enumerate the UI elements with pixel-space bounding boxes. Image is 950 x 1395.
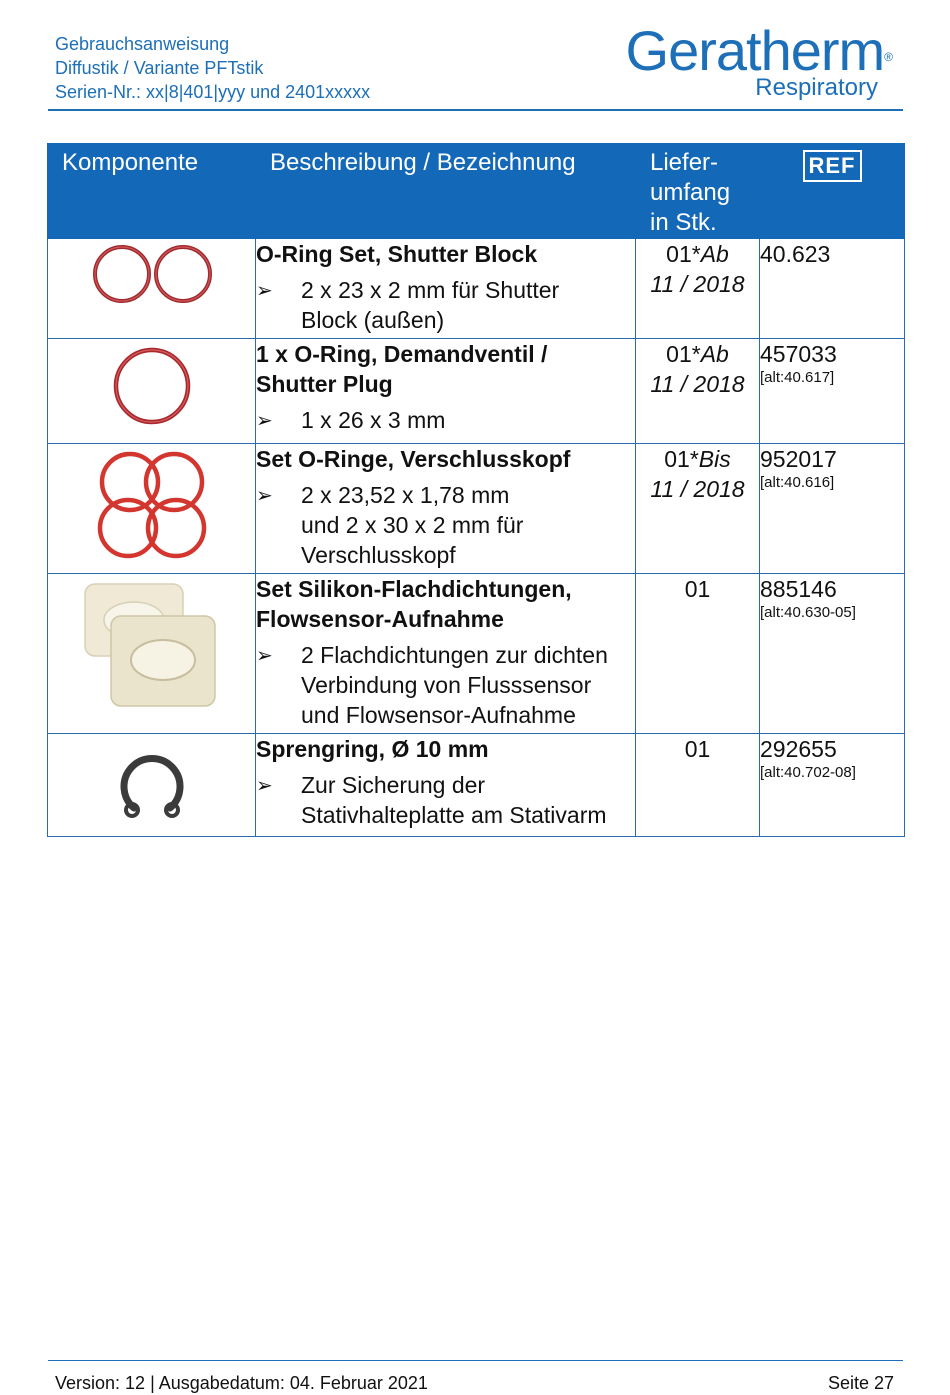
- ref-old-number: [alt:40.702-08]: [760, 764, 856, 781]
- header-serial: Serien-Nr.: xx|8|401|yyy und 2401xxxxx: [55, 82, 371, 102]
- bullet-arrow-icon: ➢: [256, 773, 273, 797]
- bullet-arrow-icon: ➢: [256, 643, 273, 667]
- component-quantity: 01*Ab 11 / 2018: [636, 239, 760, 339]
- ref-old-number: [alt:40.617]: [760, 369, 835, 386]
- component-quantity: 01: [636, 734, 760, 837]
- component-image-circlip: [48, 734, 256, 837]
- component-image-oring-single: [48, 339, 256, 444]
- footer-divider: [48, 1360, 903, 1361]
- logo-subtitle: Respiratory: [755, 74, 878, 101]
- bullet-arrow-icon: ➢: [256, 278, 273, 302]
- footer-page-number: Seite 27: [827, 1373, 894, 1393]
- col-header-quantity: Liefer- umfang in Stk.: [636, 144, 760, 239]
- parts-table: [47, 143, 905, 837]
- table-row: [48, 239, 905, 339]
- component-quantity: 01*Bis 11 / 2018: [636, 444, 760, 574]
- component-ref: [760, 734, 905, 837]
- col-header-ref: [760, 144, 905, 239]
- flat-seal-icon: [77, 574, 227, 714]
- ref-number: 952017: [760, 446, 837, 472]
- component-description: O-Ring Set, Shutter Block ➢ 2 x 23 x 2 mm für Shutter Block (außen): [256, 239, 636, 339]
- table-header-row: [48, 144, 905, 239]
- component-image-oring-set: [48, 444, 256, 574]
- ref-number: 885146: [760, 576, 837, 602]
- bullet-arrow-icon: ➢: [256, 408, 273, 432]
- oring-pair-icon: [77, 239, 227, 309]
- col-header-component: Komponente: [48, 144, 256, 239]
- header-divider: [48, 109, 903, 111]
- component-ref: [760, 339, 905, 444]
- header-doc-type: Gebrauchsanweisung: [55, 34, 230, 54]
- component-title: Set Silikon-Flachdichtungen, Flowsensor-Aufnahme: [256, 576, 572, 632]
- ref-symbol: REF: [803, 150, 862, 182]
- footer-version: Version: 12 | Ausgabedatum: 04. Februar 2021: [55, 1373, 428, 1393]
- component-title: Sprengring, Ø 10 mm: [256, 736, 489, 762]
- geratherm-logo: [625, 19, 892, 101]
- table-row: [48, 734, 905, 837]
- ref-number: 40.623: [760, 241, 831, 267]
- component-quantity: 01: [636, 574, 760, 734]
- component-quantity: 01*Ab 11 / 2018: [636, 339, 760, 444]
- oring-single-icon: [92, 339, 212, 429]
- component-description: Sprengring, Ø 10 mm ➢ Zur Sicherung der Stativhalteplatte am Stativarm: [256, 734, 636, 837]
- component-image-flat-seals: [48, 574, 256, 734]
- bullet-arrow-icon: ➢: [256, 483, 273, 507]
- component-image-oring-pair: [48, 239, 256, 339]
- ref-old-number: [alt:40.616]: [760, 474, 835, 491]
- circlip-icon: [112, 734, 192, 824]
- component-title: 1 x O-Ring, Demandventil / Shutter Plug: [256, 341, 548, 397]
- component-title: Set O-Ringe, Verschlusskopf: [256, 446, 571, 472]
- component-ref: [760, 574, 905, 734]
- ref-number: 292655: [760, 736, 837, 762]
- ref-number: 457033: [760, 341, 837, 367]
- table-row: [48, 339, 905, 444]
- table-row: [48, 444, 905, 574]
- document-header: [55, 32, 370, 104]
- logo-brand: Geratherm: [625, 19, 885, 82]
- component-description: 1 x O-Ring, Demandventil / Shutter Plug ➢ 1 x 26 x 3 mm: [256, 339, 636, 444]
- component-description: Set O-Ringe, Verschlusskopf ➢ 2 x 23,52 x 1,78 mm und 2 x 30 x 2 mm für Verschlusskopf: [256, 444, 636, 574]
- component-ref: [760, 239, 905, 339]
- table-row: [48, 574, 905, 734]
- oring-set-icon: [92, 444, 212, 564]
- ref-old-number: [alt:40.630-05]: [760, 604, 856, 621]
- component-description: Set Silikon-Flachdichtungen, Flowsensor-Aufnahme ➢ 2 Flachdichtungen zur dichten Verbindung von Flusssensor und Flowsensor-Aufnahme: [256, 574, 636, 734]
- logo-registered: ®: [884, 50, 892, 64]
- col-header-description: Beschreibung / Bezeichnung: [256, 144, 636, 239]
- component-title: O-Ring Set, Shutter Block: [256, 241, 538, 267]
- component-ref: [760, 444, 905, 574]
- header-product: Diffustik / Variante PFTstik: [55, 58, 264, 78]
